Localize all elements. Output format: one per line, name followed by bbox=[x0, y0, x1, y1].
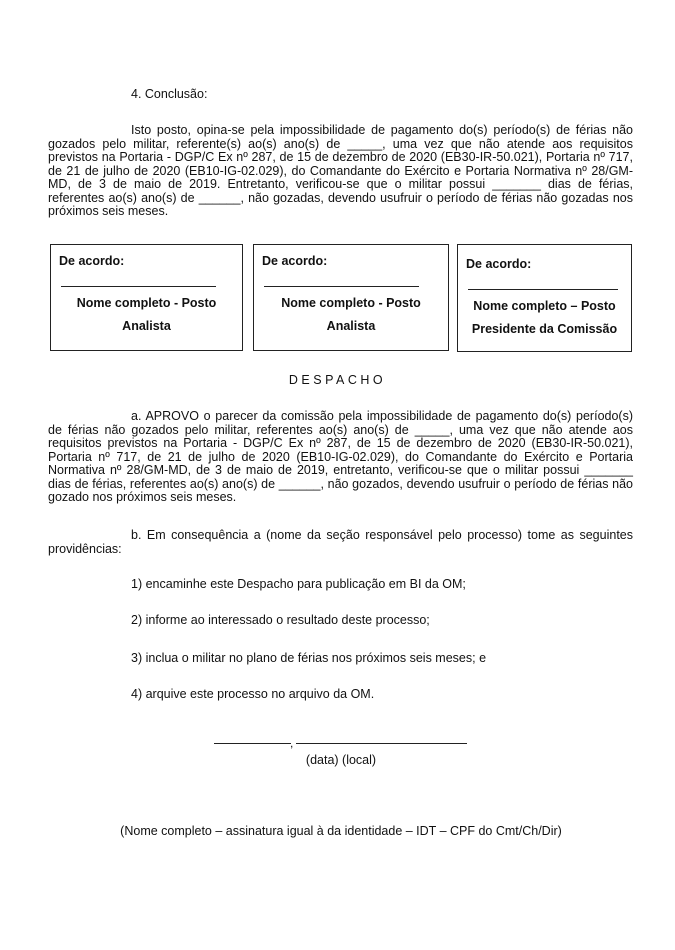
signature-note: (Nome completo – assinatura igual à da identidade – IDT – CPF do Cmt/Ch/Dir) bbox=[120, 824, 562, 838]
section-heading-conclusao: 4. Conclusão: bbox=[131, 87, 208, 101]
signature-box-analista-2 bbox=[253, 244, 449, 351]
signature-line bbox=[468, 289, 618, 290]
step-item: 1) encaminhe este Despacho para publicação em BI da OM; bbox=[131, 577, 466, 591]
step-item: 4) arquive este processo no arquivo da OM. bbox=[131, 687, 375, 701]
conclusao-paragraph: Isto posto, opina-se pela impossibilidade de pagamento do(s) período(s) de férias não gozados pelo militar, referente(s) ao(s) ano(s) de _____, uma vez que não atende aos requisitos previstos na Portaria - DGP/C Ex nº 287, de 15 de dezembro de 2020 (EB30-IR-50.021), Portaria nº 717, de 21 de julho de 2020 (EB10-IG-02.029), do Comandante do Exército e Portaria Normativa nº 28/GM-MD, de 3 de maio de 2019. Entretanto, verificou-se que o militar possui _______ dias de férias, referentes ao(s) ano(s) de ______, não gozadas, devendo usufruir o período de férias não gozadas nos próximos seis meses. bbox=[48, 123, 633, 218]
despacho-item-a: a. APROVO o parecer da comissão pela impossibilidade de pagamento do(s) período(s) de férias não gozados pelo militar, referentes ao(s) ano(s) de _____, uma vez que não atende aos requisitos previstos na Portaria - DGP/C Ex nº 287, de 15 de dezembro de 2020 (EB30-IR-50.021), Portaria nº 717, de 21 de julho de 2020 (EB10-IG-02.029), do Comandante do Exército e Portaria Normativa nº 28/GM-MD, de 3 de maio de 2019, entretanto, verificou-se que o militar possui _______ dias de férias, referentes ao(s) ano(s) de ______, não gozados, devendo usufruir o período de férias não gozado nos próximos seis meses. bbox=[48, 409, 633, 504]
signature-line bbox=[61, 286, 216, 287]
signer-name: Nome completo - Posto bbox=[281, 296, 421, 310]
signature-box-analista-1 bbox=[50, 244, 243, 351]
signature-box-presidente bbox=[457, 244, 632, 352]
agreement-label: De acordo: bbox=[262, 254, 328, 268]
comma-separator: , bbox=[290, 736, 294, 750]
date-place-label: (data) (local) bbox=[305, 753, 377, 767]
signature-line bbox=[264, 286, 419, 287]
place-line bbox=[296, 743, 467, 744]
agreement-label: De acordo: bbox=[59, 254, 125, 268]
signer-role: Analista bbox=[122, 319, 171, 333]
despacho-item-b: b. Em consequência a (nome da seção responsável pelo processo) tome as seguintes providências: bbox=[48, 528, 633, 556]
signer-role: Analista bbox=[326, 319, 376, 333]
signer-name: Nome completo - Posto bbox=[76, 296, 217, 310]
date-line bbox=[214, 743, 291, 744]
agreement-label: De acordo: bbox=[466, 257, 532, 271]
signer-name: Nome completo – Posto bbox=[473, 299, 616, 313]
step-item: 3) inclua o militar no plano de férias nos próximos seis meses; e bbox=[131, 651, 487, 665]
despacho-title: DESPACHO bbox=[288, 373, 387, 387]
step-item: 2) informe ao interessado o resultado deste processo; bbox=[131, 613, 430, 627]
signer-role: Presidente da Comissão bbox=[471, 322, 618, 336]
